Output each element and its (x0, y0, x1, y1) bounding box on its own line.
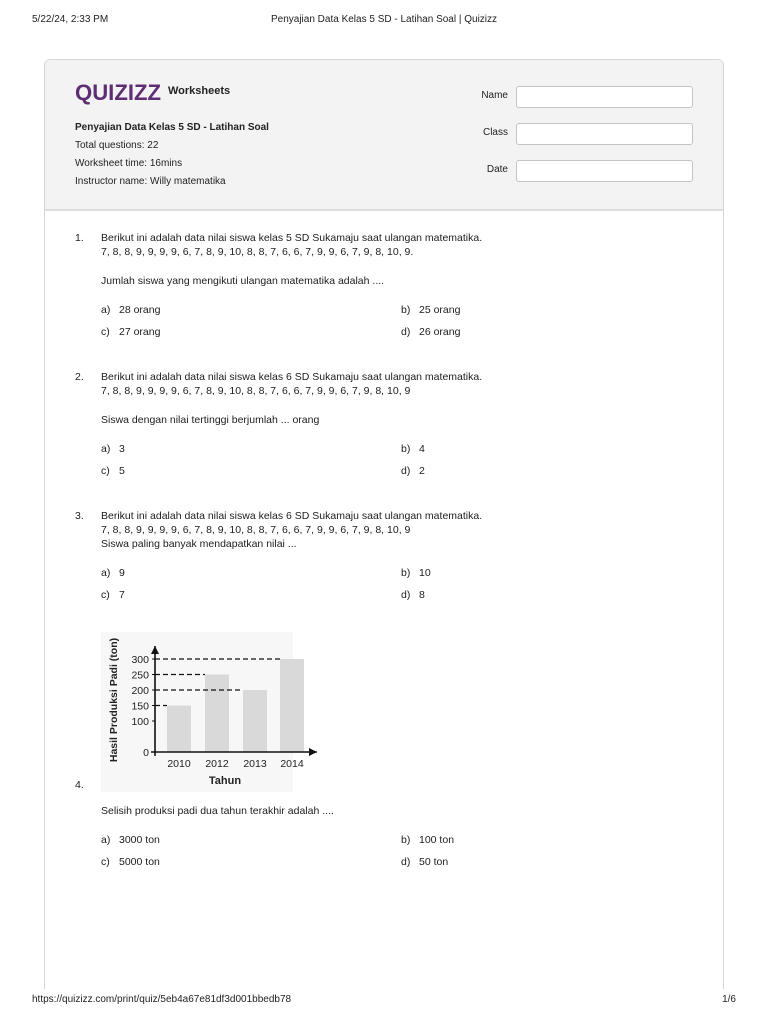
print-document-title: Penyajian Data Kelas 5 SD - Latihan Soal | Quizizz (270, 14, 498, 25)
option-d[interactable]: d) 8 (401, 589, 425, 601)
chart-x-axis-arrow (309, 748, 317, 756)
chart-y-axis-label: Hasil Produksi Padi (ton) (108, 637, 120, 763)
chart-x-tick-label-2012: 2012 (205, 758, 229, 770)
worksheet-meta (75, 119, 269, 191)
page-number: 1/6 (722, 994, 736, 1005)
option-d[interactable]: d) 2 (401, 465, 425, 477)
class-label: Class (482, 127, 508, 138)
option-b[interactable]: b) 4 (401, 443, 425, 455)
date-input[interactable] (516, 160, 693, 182)
answer-options (101, 442, 695, 486)
option-c[interactable]: c) 5 (101, 465, 125, 477)
bar-chart (101, 632, 347, 792)
worksheets-label: Worksheets (168, 85, 231, 97)
print-url: https://quizizz.com/print/quiz/5eb4a67e81df3d001bbedb78 (32, 994, 292, 1005)
answer-options (101, 566, 695, 610)
chart-y-tick-label-150: 150 (131, 700, 149, 713)
question-text: Berikut ini adalah data nilai siswa kelas 5 SD Sukamaju saat ulangan matematika. (101, 232, 483, 244)
chart-y-tick-label-250: 250 (131, 669, 149, 682)
chart-bar-2012 (205, 675, 229, 753)
option-c[interactable]: c) 27 orang (101, 326, 161, 338)
class-input[interactable] (516, 123, 693, 145)
date-field (453, 160, 693, 182)
chart-x-tick-label-2010: 2010 (167, 758, 191, 770)
question-data: 7, 8, 8, 9, 9, 9, 9, 6, 7, 8, 9, 10, 8, 8, 7, 6, 6, 7, 9, 9, 6, 7, 9, 8, 10, 9 (101, 385, 411, 397)
name-label: Name (481, 90, 508, 101)
question-number: 3. (75, 510, 84, 522)
option-d[interactable]: d) 26 orang (401, 326, 461, 338)
option-b[interactable]: b) 100 ton (401, 834, 455, 846)
chart-x-tick-label-2014: 2014 (280, 758, 304, 770)
question-text: Berikut ini adalah data nilai siswa kelas 6 SD Sukamaju saat ulangan matematika. (101, 371, 483, 383)
question-text: Berikut ini adalah data nilai siswa kelas 6 SD Sukamaju saat ulangan matematika. (101, 510, 483, 522)
name-input[interactable] (516, 86, 693, 108)
chart-x-axis-label: Tahun (208, 775, 242, 787)
option-a[interactable]: a) 3 (101, 443, 125, 455)
rice-production-chart (101, 632, 347, 792)
question-data: 7, 8, 8, 9, 9, 9, 9, 6, 7, 8, 9, 10, 8, 8, 7, 6, 6, 7, 9, 9, 6, 7, 9, 8, 10, 9. (101, 246, 414, 258)
worksheet (44, 59, 724, 989)
chart-bar-2013 (243, 690, 267, 752)
chart-bar-2014 (280, 659, 304, 752)
question-number: 1. (75, 232, 84, 244)
option-a[interactable]: a) 28 orang (101, 304, 161, 316)
print-header (32, 14, 736, 30)
worksheet-time: Worksheet time: 16mins (75, 158, 183, 169)
instructor-name: Instructor name: Willy matematika (75, 176, 226, 187)
print-timestamp: 5/22/24, 2:33 PM (32, 14, 109, 25)
question-prompt: Jumlah siswa yang mengikuti ulangan matematika adalah .... (101, 275, 385, 287)
chart-bar-2010 (167, 706, 191, 753)
answer-options (101, 303, 695, 347)
answer-options (101, 833, 695, 877)
option-c[interactable]: c) 7 (101, 589, 125, 601)
date-label: Date (486, 164, 508, 175)
logo-text: QUIZIZZ (75, 80, 161, 105)
quizizz-logo (75, 79, 163, 105)
class-field (453, 123, 693, 145)
total-questions: Total questions: 22 (75, 140, 159, 151)
option-a[interactable]: a) 9 (101, 567, 125, 579)
print-footer (32, 994, 736, 1010)
student-fields (453, 86, 693, 197)
chart-origin-label: 0 (143, 747, 149, 759)
worksheet-title: Penyajian Data Kelas 5 SD - Latihan Soal (75, 122, 269, 133)
option-c[interactable]: c) 5000 ton (101, 856, 160, 868)
question-number: 4. (75, 779, 84, 791)
option-b[interactable]: b) 10 (401, 567, 431, 579)
name-field (453, 86, 693, 108)
chart-x-tick-label-2013: 2013 (243, 758, 267, 770)
chart-y-tick-label-200: 200 (131, 685, 149, 697)
worksheet-header (45, 60, 723, 211)
question-data: 7, 8, 8, 9, 9, 9, 9, 6, 7, 8, 9, 10, 8, 8, 7, 6, 6, 7, 9, 9, 6, 7, 9, 8, 10, 9 (101, 524, 411, 536)
option-d[interactable]: d) 50 ton (401, 856, 449, 868)
question-prompt: Selisih produksi padi dua tahun terakhir adalah .... (101, 805, 334, 817)
question-prompt: Siswa dengan nilai tertinggi berjumlah ... orang (101, 414, 320, 426)
option-b[interactable]: b) 25 orang (401, 304, 461, 316)
option-a[interactable]: a) 3000 ton (101, 834, 160, 846)
question-number: 2. (75, 371, 84, 383)
chart-y-tick-label-300: 300 (131, 654, 149, 666)
question-prompt: Siswa paling banyak mendapatkan nilai ... (101, 538, 297, 550)
chart-y-tick-label-100: 100 (131, 716, 149, 728)
